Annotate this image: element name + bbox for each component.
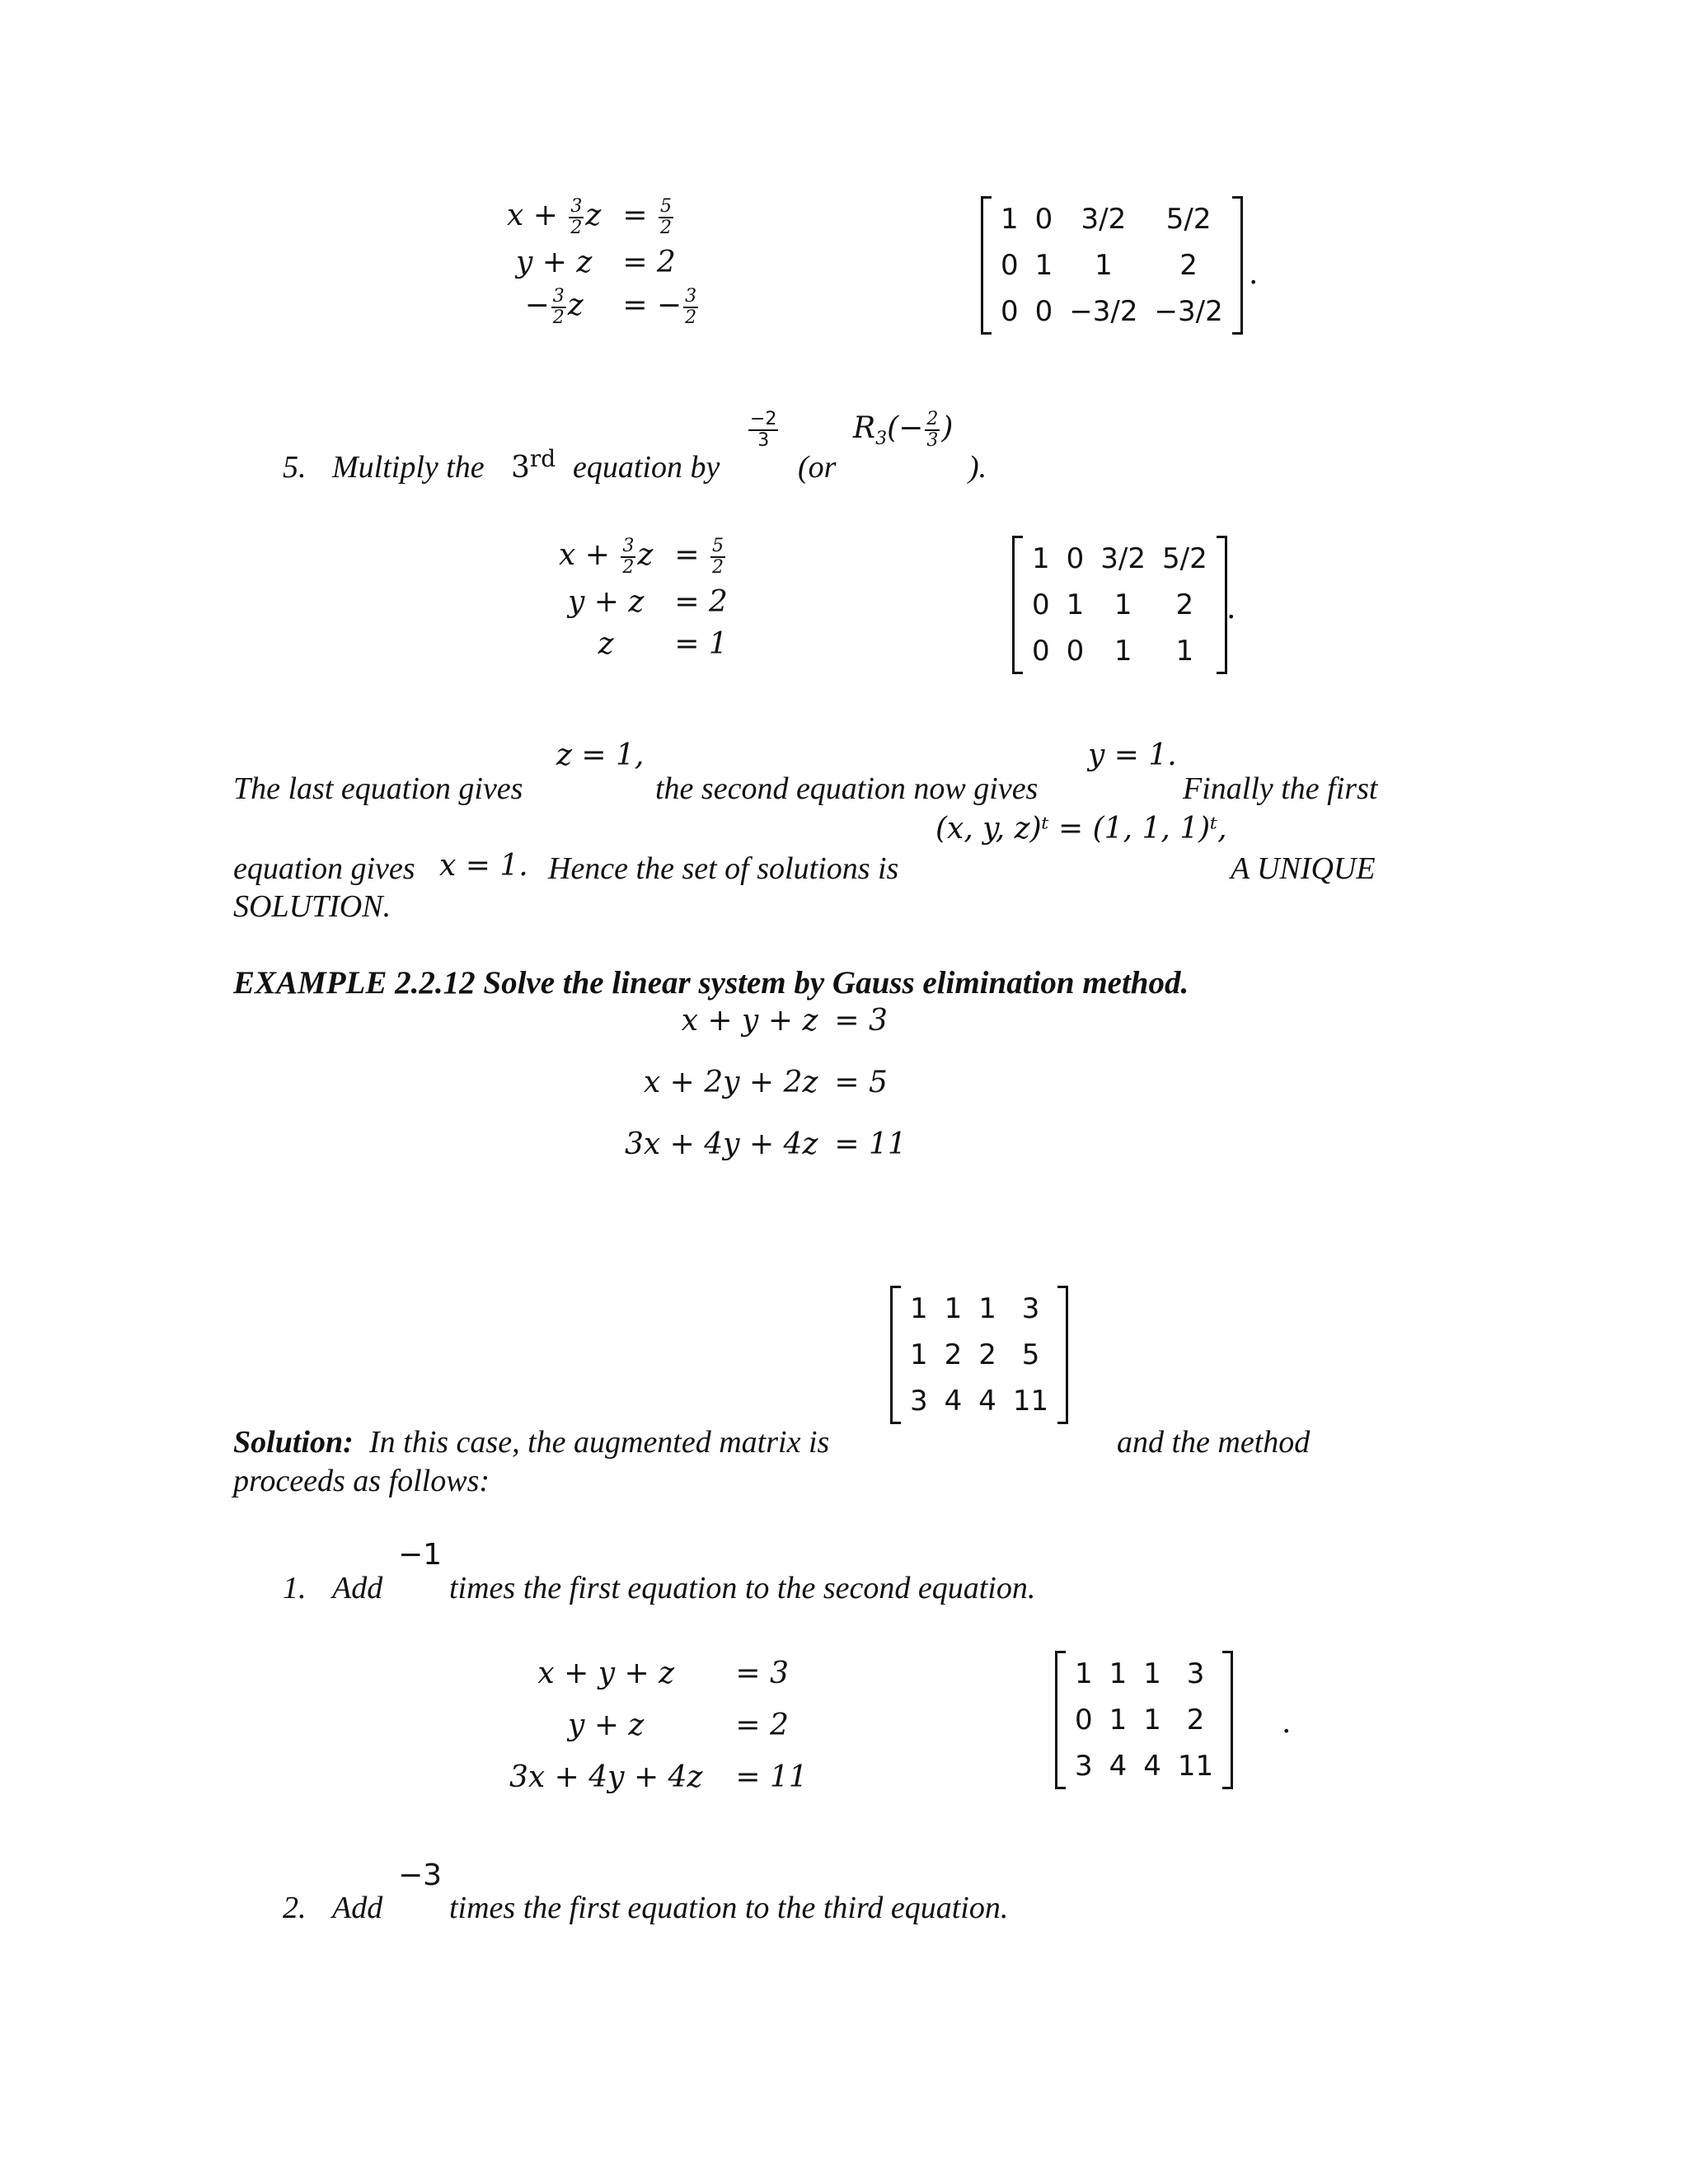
step5-number: 5. [283,450,307,485]
step1-system: x + y + z = 3 y + z = 2 3x + 4y + 4z = 11 [509,1657,808,1794]
step5-ordinal: 3rd [511,445,556,485]
matrix-period: . [1226,592,1236,626]
matrix-cell: 1 [1114,588,1132,621]
solution-b: and the method [1117,1425,1311,1460]
step2-factor: −3 [398,1858,443,1892]
matrix-bracket [981,196,992,335]
matrix-bracket [1222,1651,1233,1789]
step4-matrix [981,196,1243,335]
matrix-cell: 1 [1066,588,1085,621]
matrix-cell: 4 [1143,1750,1161,1783]
eq-lhs-3: − $\frac{3}{2}$ z [524,286,584,328]
matrix-cell: 1 [1109,1704,1128,1736]
step1-add: Add [332,1571,383,1605]
matrix-cell: 1 [944,1292,963,1325]
matrix-bracket [1057,1286,1068,1424]
step5-text-a: Multiply the [332,450,485,485]
eq-lhs-1: x + $\frac{3}{2}$ z [507,196,602,238]
step4-system [507,198,700,327]
matrix-cell: 11 [1177,1750,1214,1783]
matrix-cell: 1 [1075,1657,1093,1690]
matrix-cell: 1 [1032,542,1050,575]
conclusion-b: the second equation now gives [655,771,1039,806]
solution-a: In this case, the augmented matrix is [369,1425,830,1460]
matrix-cell: 4 [978,1385,996,1418]
step2-number: 2. [283,1891,307,1925]
conclusion-g: SOLUTION. [233,889,392,924]
matrix-bracket [1217,536,1227,674]
matrix-cell: 1 [910,1338,928,1371]
conclusion-a: The last equation gives [233,771,523,806]
solution-vector: (x, y, z)ᵗ = (1, 1, 1)ᵗ, [935,812,1227,846]
matrix-cell: 5 [1021,1338,1040,1371]
solution-label: Solution: [233,1425,354,1460]
matrix-cell: 2 [944,1338,963,1371]
example-heading: EXAMPLE 2.2.12 Solve the linear system by Gauss elimination method. [233,965,1189,1001]
matrix-cell: 1 [1001,203,1019,236]
augmented-matrix [890,1286,1068,1424]
step5-op: $R_3(-$ $\frac{2}{3}$ ) [853,409,954,451]
eq-rhs-2: = 2 [622,246,676,279]
x-equation: x = 1. [439,849,528,883]
conclusion-f: A UNIQUE [1231,851,1376,886]
matrix-cell: 1 [1143,1704,1161,1736]
step5-text-b: equation by [573,450,720,485]
matrix-cell: 1 [978,1292,996,1325]
matrix-cell: 0 [1032,588,1050,621]
matrix-bracket [1232,196,1243,335]
matrix-cell: 3 [1021,1292,1040,1325]
step5-matrix [1012,536,1227,674]
matrix-cell: 0 [1032,635,1050,668]
matrix-bracket [890,1286,901,1424]
matrix-cell: 5/2 [1165,203,1212,236]
matrix-cell: 0 [1001,295,1019,328]
matrix-cell: 1 [910,1292,928,1325]
y-equation: y = 1. [1088,738,1177,772]
matrix-cell: 0 [1066,635,1085,668]
step2-text: times the first equation to the third equation. [449,1891,1009,1925]
step1-factor: −1 [398,1538,443,1572]
matrix-cell: 3/2 [1100,542,1146,575]
conclusion-d: equation gives [233,851,415,886]
matrix-cell: 0 [1066,542,1085,575]
matrix-cell: 1 [1109,1657,1128,1690]
step1-matrix [1055,1651,1233,1789]
matrix-cell: 3/2 [1081,203,1127,236]
z-equation: z = 1, [556,738,645,772]
eq-lhs-2: y + z [515,246,593,279]
matrix-cell: 4 [944,1385,963,1418]
matrix-cell: 0 [1001,249,1019,282]
matrix-cell: 0 [1034,295,1053,328]
matrix-bracket [1055,1651,1066,1789]
matrix-cell: −3/2 [1154,295,1223,328]
step5-system: x + $\frac{3}{2}$ z = $\frac{5}{2}$ y + z = 2 z = 1 [559,536,728,661]
matrix-cell: 1 [1175,635,1194,668]
matrix-cell: 3 [910,1385,928,1418]
matrix-cell: 1 [1143,1657,1161,1690]
matrix-cell: 3 [1186,1657,1205,1690]
matrix-cell: 0 [1034,203,1053,236]
step5-or: (or [798,450,837,485]
matrix-cell: 2 [1186,1704,1205,1736]
solution-c: proceeds as follows: [233,1464,490,1498]
matrix-cell: 5/2 [1162,542,1207,575]
matrix-bracket [1012,536,1023,674]
example-system: x + y + z = 3 x + 2y + 2z = 5 3x + 4y + 4z = 11 [625,1004,907,1161]
matrix-cell: 1 [1095,249,1113,282]
eq-rhs-3: = − $\frac{3}{2}$ [622,286,697,328]
step5-close: ). [968,450,987,485]
step5-factor: $\frac{-2}{3}$ [750,409,777,451]
matrix-cell: 2 [978,1338,996,1371]
matrix-cell: 2 [1175,588,1194,621]
conclusion-e: Hence the set of solutions is [548,851,899,886]
step1-number: 1. [283,1571,307,1605]
step2-add: Add [332,1891,383,1925]
matrix-period: . [1249,257,1259,291]
matrix-cell: 11 [1012,1385,1049,1418]
conclusion-c: Finally the first [1183,771,1378,806]
matrix-cell: 1 [1034,249,1053,282]
eq-rhs-1: = $\frac{5}{2}$ [622,196,672,238]
matrix-cell: 1 [1114,635,1132,668]
matrix-cell: 4 [1109,1750,1128,1783]
step1-text: times the first equation to the second equation. [449,1571,1036,1605]
matrix-period: . [1282,1706,1292,1740]
matrix-cell: 0 [1075,1704,1093,1736]
matrix-cell: 2 [1179,249,1198,282]
matrix-cell: −3/2 [1069,295,1138,328]
matrix-cell: 3 [1075,1750,1093,1783]
